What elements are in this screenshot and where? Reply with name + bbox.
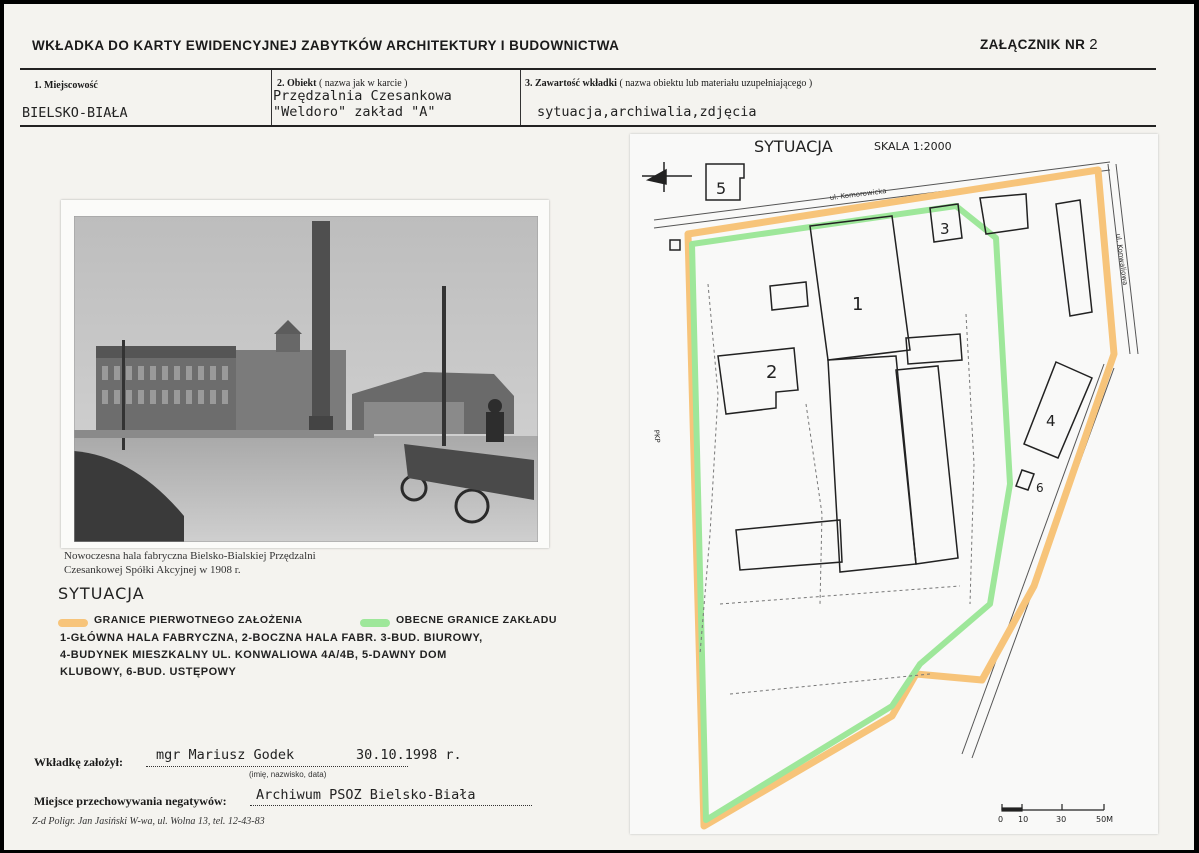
current-boundary-line (692, 206, 1010, 820)
author-value: mgr Mariusz Godek (156, 747, 295, 763)
building-long-east (1056, 200, 1092, 316)
original-boundary-label: GRANICE PIERWOTNEGO ZAŁOŻENIA (94, 614, 303, 626)
legend-line-3: KLUBOWY, 6-BUD. USTĘPOWY (60, 666, 237, 678)
north-arrow-icon (642, 162, 692, 192)
object-value-line2: "Weldoro" zakład "A" (273, 104, 436, 120)
author-dotted-line (146, 766, 408, 767)
site-plan-map (630, 134, 1158, 834)
scale-tick-10: 10 (1018, 815, 1029, 824)
annex-number: 2 (1089, 36, 1099, 53)
author-label: Wkładkę założył: (34, 755, 123, 769)
negatives-dotted-line (250, 805, 532, 806)
svg-text:2: 2 (766, 362, 778, 383)
field-separator (520, 70, 521, 125)
building-annex (736, 520, 842, 570)
dashed-paths (700, 284, 974, 694)
locality-value: BIELSKO-BIAŁA (22, 105, 128, 121)
object-label: 2. Obiekt ( nazwa jak w karcie ) (277, 78, 408, 89)
svg-text:5: 5 (716, 179, 727, 198)
header-rule-top (20, 68, 1156, 70)
current-boundary-label: OBECNE GRANICE ZAKŁADU (396, 614, 557, 626)
form-title: WKŁADKA DO KARTY EWIDENCYJNEJ ZABYTKÓW ARCHITEKTURY I BUDOWNICTWA (32, 38, 620, 53)
annex-label: ZAŁĄCZNIK NR 2 (980, 36, 1099, 53)
current-boundary-swatch (360, 619, 390, 627)
header-rule-bottom (20, 125, 1156, 127)
record-card-insert (4, 4, 1194, 850)
building-2 (718, 348, 798, 414)
original-boundary-line (688, 170, 1114, 826)
street-top-label: ul. Komorowicka (829, 187, 888, 202)
building-5 (706, 164, 744, 200)
building-6 (1016, 470, 1044, 495)
building-shed (670, 240, 680, 250)
archival-factory-photo (74, 216, 538, 542)
printer-imprint: Z-d Poligr. Jan Jasiński W-wa, ul. Wolna 13, tel. 12-43-83 (32, 816, 265, 827)
contents-value: sytuacja,archiwalia,zdjęcia (537, 104, 757, 120)
building-1 (810, 216, 910, 360)
svg-text:6: 6 (1036, 481, 1044, 495)
scale-tick-0: 0 (998, 815, 1004, 824)
legend-line-2: 4-BUDYNEK MIESZKALNY UL. KONWALIOWA 4A/4B, 5-DAWNY DOM (60, 649, 447, 661)
contents-label: 3. Zawartość wkładki ( nazwa obiektu lub materiału uzupełniającego ) (525, 78, 813, 89)
date-value: 30.10.1998 r. (356, 747, 462, 763)
author-hint: (imię, nazwisko, data) (249, 770, 327, 779)
locality-label: 1. Miejscowość (34, 80, 98, 91)
scale-tick-50: 50M (1096, 815, 1114, 824)
map-title: SYTUACJA (754, 137, 833, 156)
svg-text:1: 1 (852, 294, 864, 315)
negatives-value: Archiwum PSOZ Bielsko-Biała (256, 787, 476, 803)
building-small-centre (906, 334, 962, 364)
negatives-label: Miejsce przechowywania negatywów: (34, 794, 227, 808)
field-separator (271, 70, 272, 125)
legend-line-1: 1-GŁÓWNA HALA FABRYCZNA, 2-BOCZNA HALA FABR. 3-BUD. BIUROWY, (60, 632, 483, 644)
scale-bar (1002, 804, 1104, 811)
situation-title: SYTUACJA (58, 584, 145, 603)
scale-tick-30: 30 (1056, 815, 1067, 824)
object-value-line1: Przędzalnia Czesankowa (273, 88, 452, 104)
photo-caption: Nowoczesna hala fabryczna Bielsko-Bialskiej Przędzalni Czesankowej Spółki Akcyjnej w 1908 r. (64, 550, 316, 576)
map-scale-label: SKALA 1:2000 (874, 140, 952, 153)
svg-text:4: 4 (1046, 412, 1056, 430)
svg-text:3: 3 (940, 220, 950, 238)
railway-label: PKP (652, 429, 662, 444)
original-boundary-swatch (58, 619, 88, 627)
street-right-label: ul. Konwaliowa (1114, 233, 1130, 286)
building-small-west (770, 282, 808, 310)
building-wing (896, 366, 958, 564)
